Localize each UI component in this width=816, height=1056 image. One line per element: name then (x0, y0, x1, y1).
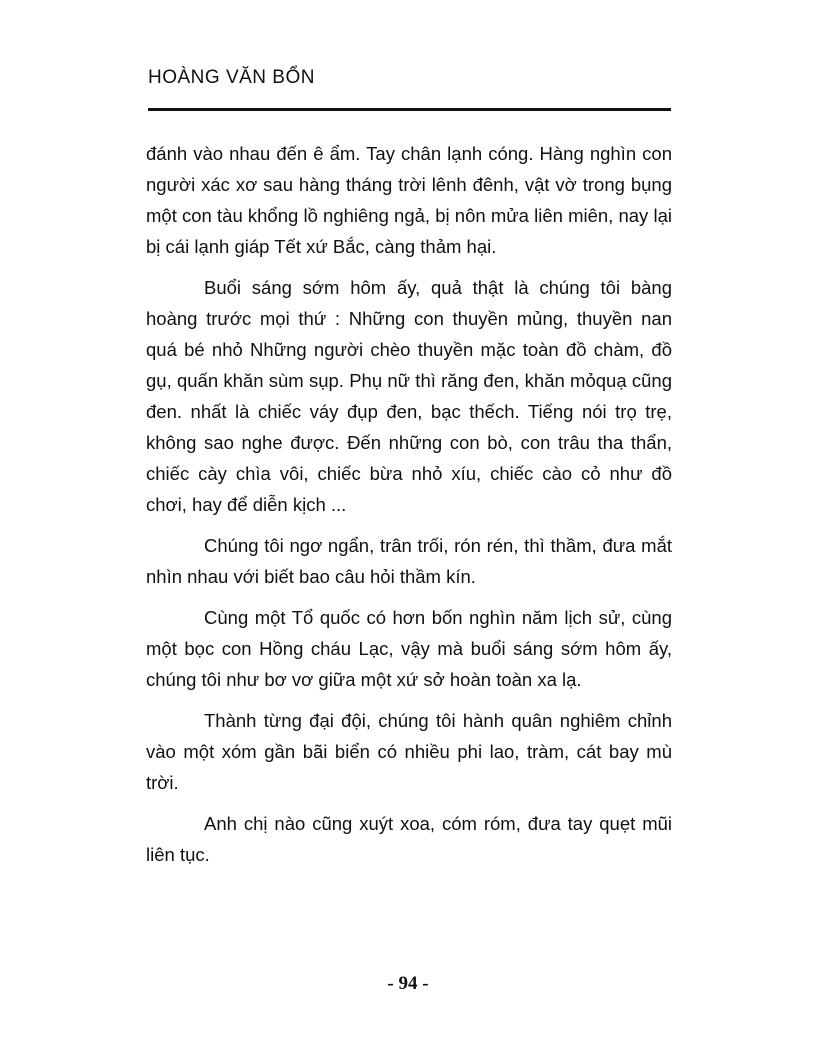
paragraph: Cùng một Tổ quốc có hơn bốn nghìn năm lịch sử, cùng một bọc con Hồng cháu Lạc, vậy mà buổi sáng sớm hôm ấy, chúng tôi như bơ vơ giữa một xứ sở hoàn toàn xa lạ. (146, 607, 672, 690)
paragraph: Buổi sáng sớm hôm ấy, quả thật là chúng tôi bàng hoàng trước mọi thứ : Những con thuyền mủng, thuyền nan quá bé nhỏ Những người chèo thuyền mặc toàn đồ chàm, đồ gụ, quấn khăn sùm sụp. Phụ nữ thì răng đen, khăn mỏquạ cũng đen. nhất là chiếc váy đụp đen, bạc thếch. Tiếng nói trọ trẹ, không sao nghe được. Đến những con bò, con trâu tha thẩn, chiếc cày chìa vôi, chiếc bừa nhỏ xíu, chiếc cào cỏ như đồ chơi, hay để diễn kịch ... (146, 277, 672, 515)
paragraph: Anh chị nào cũng xuýt xoa, cóm róm, đưa tay quẹt mũi liên tục. (146, 813, 672, 865)
page-body (146, 138, 672, 880)
paragraph: Chúng tôi ngơ ngẩn, trân trối, rón rén, thì thầm, đưa mắt nhìn nhau với biết bao câu hỏi thầm kín. (146, 535, 672, 587)
header-divider (148, 108, 671, 111)
paragraph: Thành từng đại đội, chúng tôi hành quân nghiêm chỉnh vào một xóm gần bãi biển có nhiều phi lao, tràm, cát bay mù trời. (146, 710, 672, 793)
running-header-author: HOÀNG VĂN BỔN (148, 67, 315, 88)
paragraph-continuation: đánh vào nhau đến ê ẩm. Tay chân lạnh cóng. Hàng nghìn con người xác xơ sau hàng tháng trời lênh đênh, vật vờ trong bụng một con tàu khổng lồ nghiêng ngả, bị nôn mửa liên miên, nay lại bị cái lạnh giáp Tết xứ Bắc, càng thảm hại. (146, 143, 672, 257)
page-number: - 94 - (387, 973, 429, 994)
